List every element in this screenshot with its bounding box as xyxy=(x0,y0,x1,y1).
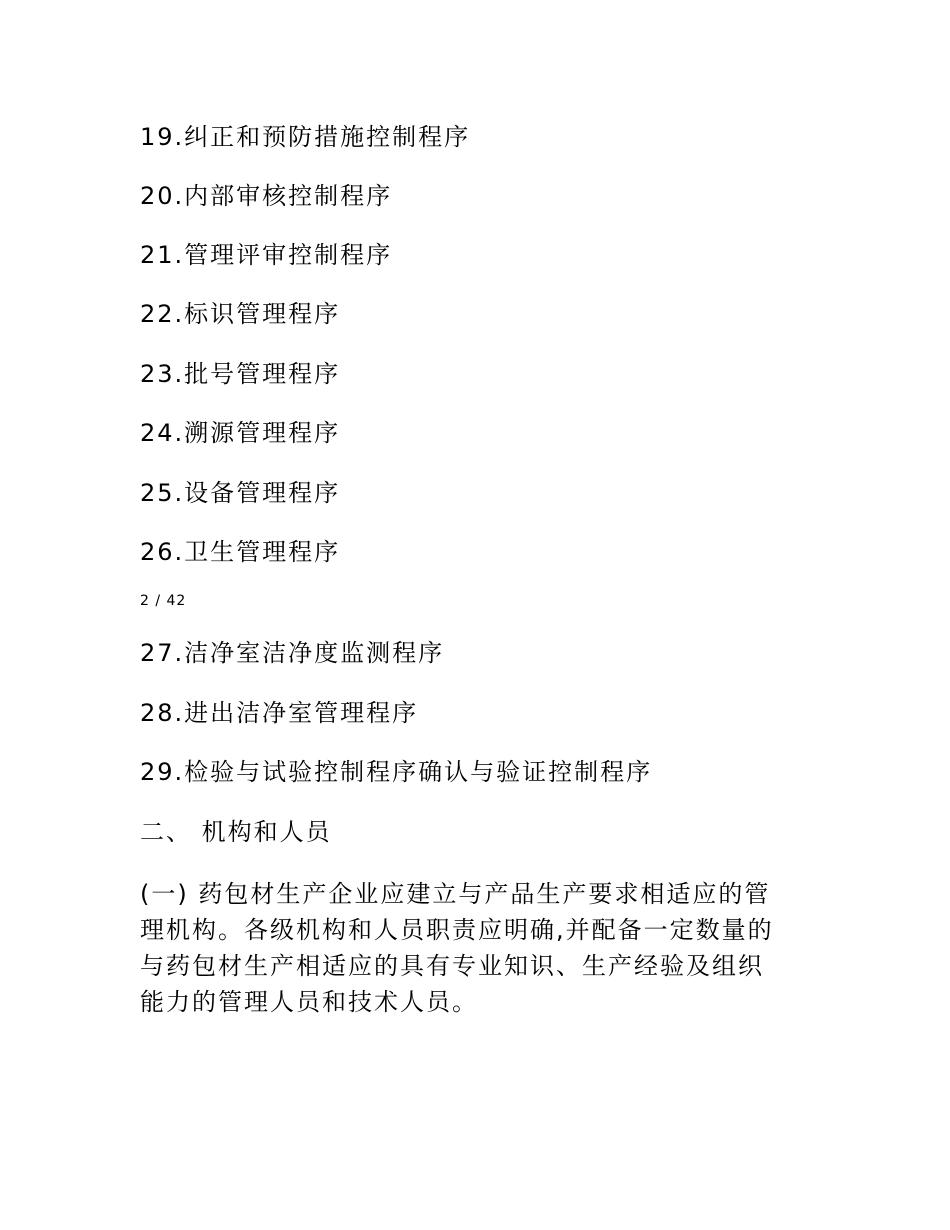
list-item: 28.进出洁净室管理程序 xyxy=(140,699,419,727)
body-paragraph xyxy=(140,876,820,1020)
list-item: 27.洁净室洁净度监测程序 xyxy=(140,639,445,667)
paragraph-line: (一) 药包材生产企业应建立与产品生产要求相适应的管 xyxy=(140,880,771,908)
list-item: 26.卫生管理程序 xyxy=(140,538,341,566)
list-item: 22.标识管理程序 xyxy=(140,300,341,328)
list-item: 21.管理评审控制程序 xyxy=(140,241,393,269)
paragraph-line: 与药包材生产相适应的具有专业知识、生产经验及组织 xyxy=(140,952,764,980)
list-item: 23.批号管理程序 xyxy=(140,360,341,388)
section-heading: 二、 机构和人员 xyxy=(140,818,332,846)
list-item: 25.设备管理程序 xyxy=(140,479,341,507)
list-item: 19.纠正和预防措施控制程序 xyxy=(140,123,471,151)
page-number: 2 / 42 xyxy=(140,593,187,609)
paragraph-line: 能力的管理人员和技术人员。 xyxy=(140,988,478,1016)
list-item: 24.溯源管理程序 xyxy=(140,419,341,447)
paragraph-line: 理机构。各级机构和人员职责应明确,并配备一定数量的 xyxy=(140,916,774,944)
list-item: 29.检验与试验控制程序确认与验证控制程序 xyxy=(140,758,653,786)
list-item: 20.内部审核控制程序 xyxy=(140,182,393,210)
